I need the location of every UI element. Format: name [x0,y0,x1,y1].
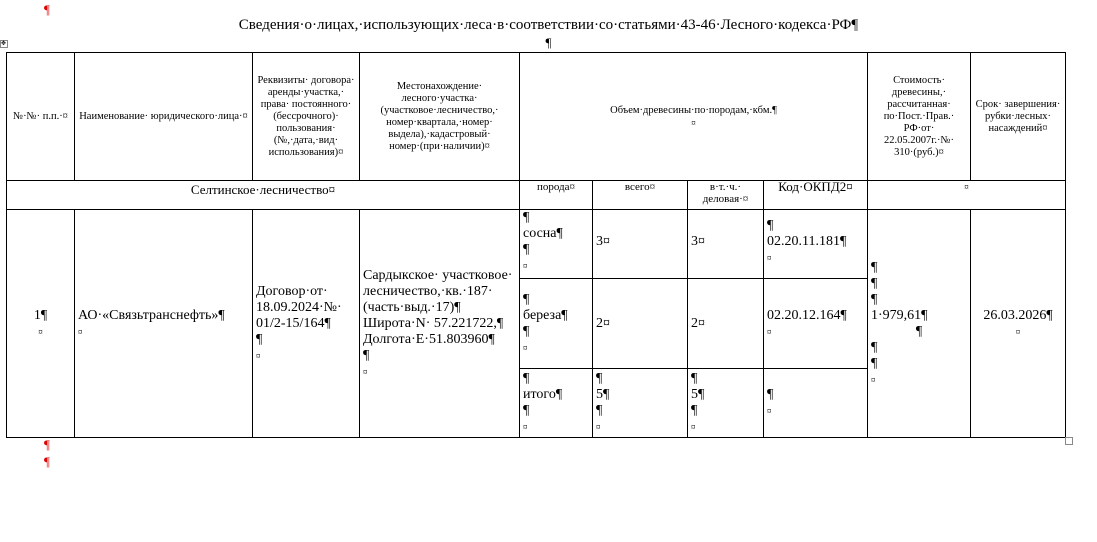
commercial-volume-cell [688,369,764,438]
okpd-pilcrow: ¶ [767,387,774,402]
subheader-empty: ¤ [868,181,1066,210]
cost-pilcrow: ¶ [871,275,878,291]
okpd-code-cell [764,369,868,438]
legal-entity-cell-mark: ¤ [78,326,83,337]
row-number-cell [7,210,75,438]
cost-value: 1·979,61¶ [871,307,928,323]
legal-entity-name: АО·«Связьтранснефть»¶ [78,307,225,323]
paragraph-mark-top: ¶ [44,2,50,17]
species-name: сосна¶ [523,226,563,241]
deadline-cell [971,210,1066,438]
total-volume-cell: 2¤ [593,279,688,369]
location-cell-mark: ¤ [363,366,368,377]
header-wood-volume [520,53,868,181]
subheader-total: всего¤ [593,181,688,210]
commercial-volume-cell: 2¤ [688,279,764,369]
okpd-code: 02.20.11.181¶ [767,234,847,249]
location-cell [360,210,520,438]
total-pilcrow: ¶ [596,403,603,418]
total-volume-cell [593,369,688,438]
species-pilcrow: ¶ [523,323,530,339]
location-longitude: Долгота·E·51.803960¶ [363,331,495,347]
species-name: итого¶ [523,387,563,402]
okpd-code: 02.20.12.164¶ [767,307,847,323]
deadline-cell-mark: ¤ [1015,326,1021,337]
contract-details: Договор·от· 18.09.2024·№· 01/2-15/164¶ [256,283,342,331]
species-name: береза¶ [523,307,568,323]
species-pilcrow: ¶ [523,291,530,307]
total-pilcrow: ¶ [596,371,603,386]
location-forestry: Сардыкское· участковое· лесничество,·кв.·187· (часть·выд.·17)¶ [363,267,513,315]
cost-pilcrow: ¶ [871,339,878,355]
title-paragraph-mark: ¶ [545,35,552,50]
cost-pilcrow: ¶ [915,323,923,339]
commercial-pilcrow: ¶ [691,371,698,386]
location-empty-paragraph: ¶ [363,347,370,363]
species-cell-sosna [520,210,593,279]
table-move-handle-icon[interactable]: ✥ [1,41,7,47]
commercial-volume-cell: 3¤ [688,210,764,279]
paragraph-mark-after-table: ¶ [44,437,50,452]
species-pilcrow: ¶ [523,371,530,386]
commercial-cell-mark: ¤ [691,422,696,432]
subheader-species: порода¤ [520,181,593,210]
header-felling-deadline: Срок· завершения· рубки·лесных· насаждений¤ [971,53,1066,181]
cost-cell [868,210,971,438]
total-volume-cell: 3¤ [593,210,688,279]
species-cell-mark: ¤ [523,422,528,432]
contract-cell [253,210,360,438]
header-contract-details: Реквизиты· договора· аренды·участка,· права· постоянного· (бессрочного)· пользования· (№,·дата,·вид· использования)¤ [253,53,360,181]
okpd-cell-mark: ¤ [767,326,772,337]
table-resize-handle-icon[interactable] [1065,437,1073,445]
row-number: 1¶ [33,307,48,323]
okpd-code-cell [764,210,868,279]
okpd-cell-mark: ¤ [767,253,772,263]
okpd-code-cell [764,279,868,369]
species-cell-mark: ¤ [523,342,528,353]
header-wood-volume-label: Объем·древесины·по·породам,·кбм.¶ [610,104,777,116]
subheader-okpd2-code: Код·ОКПД2¤ [764,181,868,210]
location-latitude: Широта·N· 57.221722,¶ [363,315,504,331]
commercial-volume-value: 5¶ [691,387,705,402]
header-wood-volume-cell-mark: ¤ [691,117,696,128]
paragraph-mark-end: ¶ [44,454,50,469]
header-wood-cost: Стоимость· древесины,· рассчитанная· по·Пост.·Прав.· РФ·от· 22.05.2007г.·№· 310·(руб.)¤ [868,53,971,181]
cost-pilcrow: ¶ [871,355,878,371]
subheader-commercial: в·т.·ч.· деловая·¤ [688,181,764,210]
cost-cell-mark: ¤ [871,374,876,385]
forestry-name: Селтинское·лесничество¤ [7,181,520,210]
header-plot-location: Местонахождение· лесного·участка· (участковое·лесничество,· номер·квартала,·номер· выдела),·кадастровый· номер·(при·наличии)¤ [360,53,520,181]
species-cell-bereza [520,279,593,369]
species-pilcrow: ¶ [523,242,530,257]
species-pilcrow: ¶ [523,403,530,418]
species-pilcrow: ¶ [523,210,530,225]
total-cell-mark: ¤ [596,422,601,432]
contract-empty-paragraph: ¶ [256,331,263,347]
okpd-pilcrow: ¶ [767,218,774,233]
legal-entity-cell [75,210,253,438]
header-number: №·№· п.п.·¤ [7,53,75,181]
contract-cell-mark: ¤ [256,350,261,361]
okpd-cell-mark: ¤ [767,406,772,416]
species-cell-mark: ¤ [523,261,528,271]
commercial-pilcrow: ¶ [691,403,698,418]
document-title: Сведения·о·лицах,·использующих·леса·в·соответствии·со·статьями·43-46·Лесного·кодекса·РФ¶ [238,17,859,33]
species-cell-total [520,369,593,438]
row-number-cell-mark: ¤ [38,326,43,337]
header-legal-entity-name: Наименование· юридического·лица·¤ [75,53,253,181]
felling-deadline: 26.03.2026¶ [983,307,1053,323]
forest-users-table [6,52,1066,438]
cost-pilcrow: ¶ [871,259,878,275]
total-volume-value: 5¶ [596,387,610,402]
cost-pilcrow: ¶ [871,291,878,307]
